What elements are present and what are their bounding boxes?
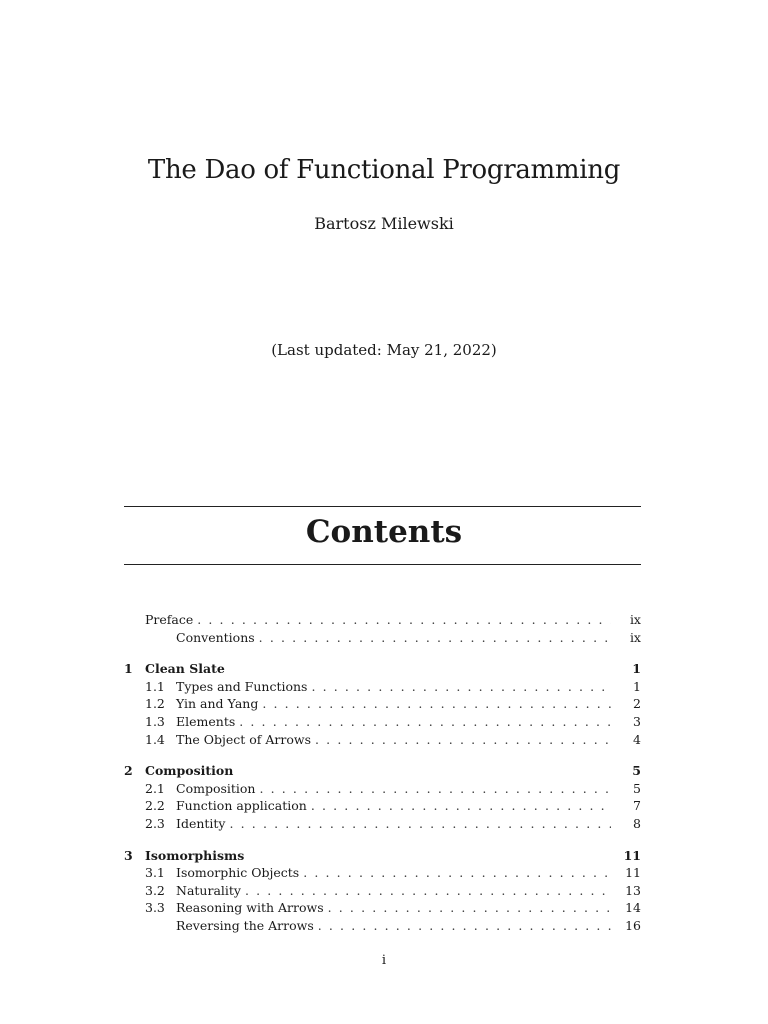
- toc-entry-subsection-unnumbered[interactable]: [124, 917, 641, 935]
- last-updated-date: (Last updated: May 21, 2022): [271, 341, 497, 359]
- toc-dot-leader: [328, 899, 611, 917]
- toc-entry-title: Function application: [176, 798, 307, 814]
- toc-dot-leader: [311, 797, 611, 815]
- toc-entry-number: 3.3: [145, 900, 165, 916]
- toc-entry-section[interactable]: [124, 899, 641, 917]
- contents-top-rule: [124, 506, 641, 507]
- toc-entry-title: Reversing the Arrows: [176, 917, 314, 933]
- document-author: Bartosz Milewski: [314, 214, 454, 233]
- toc-entry-page: 1: [632, 661, 641, 677]
- toc-entry-section[interactable]: [124, 780, 641, 798]
- toc-entry-chapter[interactable]: [124, 847, 641, 865]
- toc-entry-number: 3.2: [145, 882, 165, 898]
- toc-entry-page: 11: [625, 865, 641, 881]
- contents-bottom-rule: [124, 564, 641, 565]
- toc-dot-leader: [259, 780, 611, 798]
- toc-entry-subsection-unnumbered[interactable]: [124, 629, 641, 647]
- page-number: i: [381, 953, 387, 968]
- toc-entry-section[interactable]: [124, 731, 641, 749]
- toc-entry-page: 5: [632, 763, 641, 779]
- toc-entry-title: Elements: [176, 713, 236, 729]
- toc-dot-leader: [230, 815, 612, 833]
- toc-entry-section[interactable]: [124, 882, 641, 900]
- toc-entry-title: Yin and Yang: [176, 696, 259, 712]
- toc-entry-number: 2.3: [145, 815, 165, 831]
- toc-entry-title: Naturality: [176, 882, 241, 898]
- toc-entry-section[interactable]: [124, 713, 641, 731]
- toc-entry-title: Identity: [176, 815, 226, 831]
- toc-entry-page: 16: [625, 917, 641, 933]
- toc-entry-number: 2.1: [145, 780, 165, 796]
- toc-entry-title: The Object of Arrows: [176, 731, 312, 747]
- toc-dot-leader: [245, 882, 611, 900]
- toc-entry-section[interactable]: [124, 864, 641, 882]
- toc-dot-leader: [311, 678, 611, 696]
- toc-entry-number: 1.2: [145, 696, 165, 712]
- toc-entry-section[interactable]: [124, 797, 641, 815]
- toc-entry-preface[interactable]: [124, 611, 641, 629]
- toc-dot-leader: [239, 713, 611, 731]
- toc-entry-page: 5: [633, 780, 641, 796]
- toc-entry-chapter[interactable]: [124, 660, 641, 678]
- toc-entry-title: Conventions: [176, 629, 255, 645]
- toc-entry-number: 3.1: [145, 865, 165, 881]
- toc-entry-page: 1: [633, 678, 641, 694]
- toc-entry-page: 7: [633, 798, 641, 814]
- toc-entry-title: Isomorphic Objects: [176, 865, 300, 881]
- contents-heading: Contents: [305, 514, 463, 550]
- toc-dot-leader: [318, 917, 611, 935]
- toc-entry-title: Isomorphisms: [145, 847, 245, 863]
- toc-entry-title: Preface: [145, 612, 194, 627]
- document-title: The Dao of Functional Programming: [147, 155, 621, 185]
- toc-entry-title: Reasoning with Arrows: [176, 900, 324, 916]
- toc-entry-page: ix: [629, 612, 641, 627]
- toc-entry-number: 2.2: [145, 798, 165, 814]
- toc-entry-section[interactable]: [124, 815, 641, 833]
- toc-entry-number: 2: [124, 763, 133, 779]
- toc-dot-leader: [262, 695, 611, 713]
- toc-dot-leader: [303, 864, 611, 882]
- toc-entry-section[interactable]: [124, 695, 641, 713]
- toc-dot-leader: [259, 629, 611, 647]
- toc-entry-title: Types and Functions: [176, 678, 308, 694]
- toc-entry-page: 8: [633, 815, 641, 831]
- toc-entry-page: 14: [625, 900, 641, 916]
- table-of-contents: [124, 611, 641, 935]
- toc-entry-number: 1.4: [145, 731, 165, 747]
- toc-entry-number: 1: [124, 661, 133, 677]
- toc-entry-number: 1.3: [145, 713, 165, 729]
- toc-dot-leader: [197, 611, 611, 629]
- toc-entry-page: 13: [625, 882, 641, 898]
- toc-entry-page: 11: [623, 847, 641, 863]
- toc-entry-chapter[interactable]: [124, 762, 641, 780]
- toc-entry-title: Composition: [145, 763, 234, 779]
- toc-entry-page: ix: [629, 629, 641, 645]
- toc-entry-section[interactable]: [124, 678, 641, 696]
- toc-entry-title: Clean Slate: [145, 661, 225, 677]
- toc-entry-number: 3: [124, 847, 133, 863]
- toc-dot-leader: [315, 731, 611, 749]
- toc-entry-number: 1.1: [145, 678, 165, 694]
- toc-entry-page: 2: [633, 696, 641, 712]
- toc-entry-page: 3: [633, 713, 641, 729]
- toc-entry-page: 4: [633, 731, 641, 747]
- toc-entry-title: Composition: [176, 780, 256, 796]
